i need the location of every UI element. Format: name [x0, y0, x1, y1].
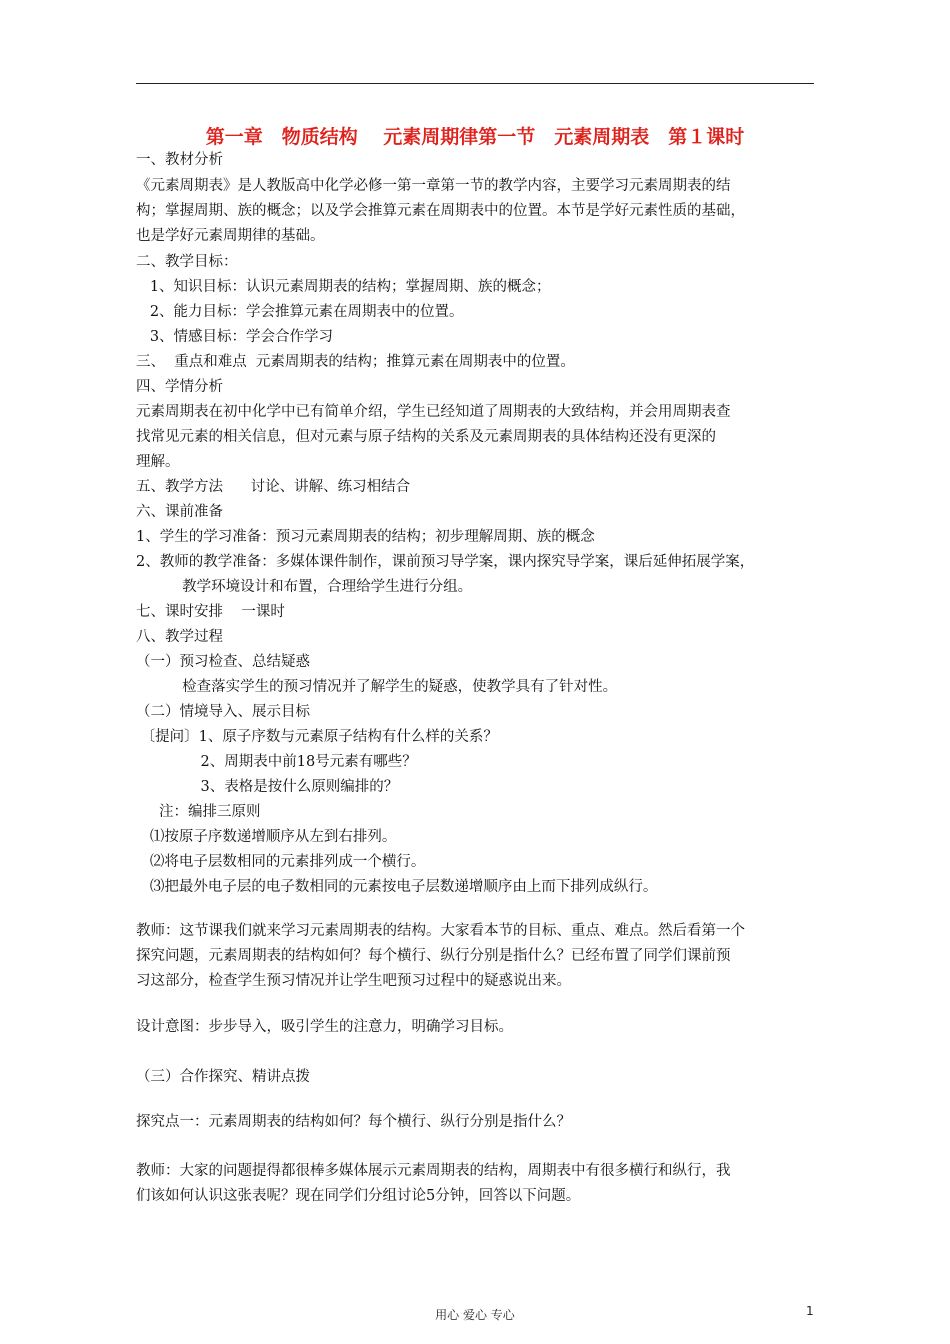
text-line: 2、能力目标：学会推算元素在周期表中的位置。	[136, 304, 464, 320]
page-title: 第一章 物质结构 元素周期律第一节 元素周期表 第１课时	[205, 126, 745, 148]
text-line: 教学环境设计和布置，合理给学生进行分组。	[136, 579, 473, 595]
text-line: （一）预习检查、总结疑惑	[136, 654, 310, 670]
text-line: 设计意图：步步导入，吸引学生的注意力，明确学习目标。	[136, 1019, 513, 1035]
text-line: ⑶把最外电子层的电子数相同的元素按电子层数递增顺序由上而下排列成纵行。	[136, 879, 658, 895]
text-line: 2、教师的教学准备：多媒体课件制作，课前预习导学案，课内探究导学案，课后延伸拓展学案，	[136, 554, 755, 570]
text-line: 教师：这节课我们就来学习元素周期表的结构。大家看本节的目标、重点、难点。然后看第一个	[136, 923, 745, 939]
text-line: ⑵将电子层数相同的元素排列成一个横行。	[136, 854, 426, 870]
text-line: 元素周期表在初中化学中已有简单介绍，学生已经知道了周期表的大致结构，并会用周期表查	[136, 404, 731, 420]
text-line: 七、课时安排 一课时	[136, 604, 285, 620]
text-line: 〔提问〕1、原子序数与元素原子结构有什么样的关系？	[136, 729, 498, 745]
text-line: 五、教学方法 讨论、讲解、练习相结合	[136, 479, 411, 495]
text-line: 们该如何认识这张表呢？现在同学们分组讨论5分钟，回答以下问题。	[136, 1188, 581, 1204]
text-line: 二、教学目标：	[136, 254, 238, 270]
page-number: 1	[806, 1304, 814, 1318]
page-footer: 用心 爱心 专心	[435, 1308, 515, 1322]
text-line: 2、周期表中前18号元素有哪些？	[136, 754, 417, 770]
text-line: 四、学情分析	[136, 379, 223, 395]
text-line: 1、知识目标：认识元素周期表的结构；掌握周期、族的概念；	[136, 279, 551, 295]
text-line: （二）情境导入、展示目标	[136, 704, 310, 720]
text-line: 八、教学过程	[136, 629, 223, 645]
text-line: 六、课前准备	[136, 504, 223, 520]
text-line: 检查落实学生的预习情况并了解学生的疑惑，使教学具有了针对性。	[136, 679, 618, 695]
text-line: 探究点一：元素周期表的结构如何？每个横行、纵行分别是指什么？	[136, 1114, 571, 1130]
text-line: 习这部分，检查学生预习情况并让学生吧预习过程中的疑惑说出来。	[136, 973, 571, 989]
text-line: 理解。	[136, 454, 180, 470]
text-line: 注：编排三原则	[136, 804, 261, 820]
text-line: 构；掌握周期、族的概念；以及学会推算元素在周期表中的位置。本节是学好元素性质的基础，	[136, 203, 745, 219]
text-line: 3、表格是按什么原则编排的？	[136, 779, 399, 795]
text-line: （三）合作探究、精讲点拨	[136, 1069, 310, 1085]
text-line: 也是学好元素周期律的基础。	[136, 228, 325, 244]
text-line: 探究问题，元素周期表的结构如何？每个横行、纵行分别是指什么？已经布置了同学们课前预	[136, 948, 731, 964]
text-line: 3、情感目标：学会合作学习	[136, 329, 334, 345]
text-line: 一、教材分析	[136, 152, 223, 168]
header-rule	[136, 83, 814, 84]
text-line: ⑴按原子序数递增顺序从左到右排列。	[136, 829, 397, 845]
text-line: 1、学生的学习准备：预习元素周期表的结构；初步理解周期、族的概念	[136, 529, 595, 545]
text-line: 《元素周期表》是人教版高中化学必修一第一章第一节的教学内容，主要学习元素周期表的结	[136, 178, 731, 194]
text-line: 找常见元素的相关信息，但对元素与原子结构的关系及元素周期表的具体结构还没有更深的	[136, 429, 716, 445]
text-line: 教师：大家的问题提得都很棒多媒体展示元素周期表的结构，周期表中有很多横行和纵行，我	[136, 1163, 731, 1179]
text-line: 三、 重点和难点 元素周期表的结构；推算元素在周期表中的位置。	[136, 354, 575, 370]
